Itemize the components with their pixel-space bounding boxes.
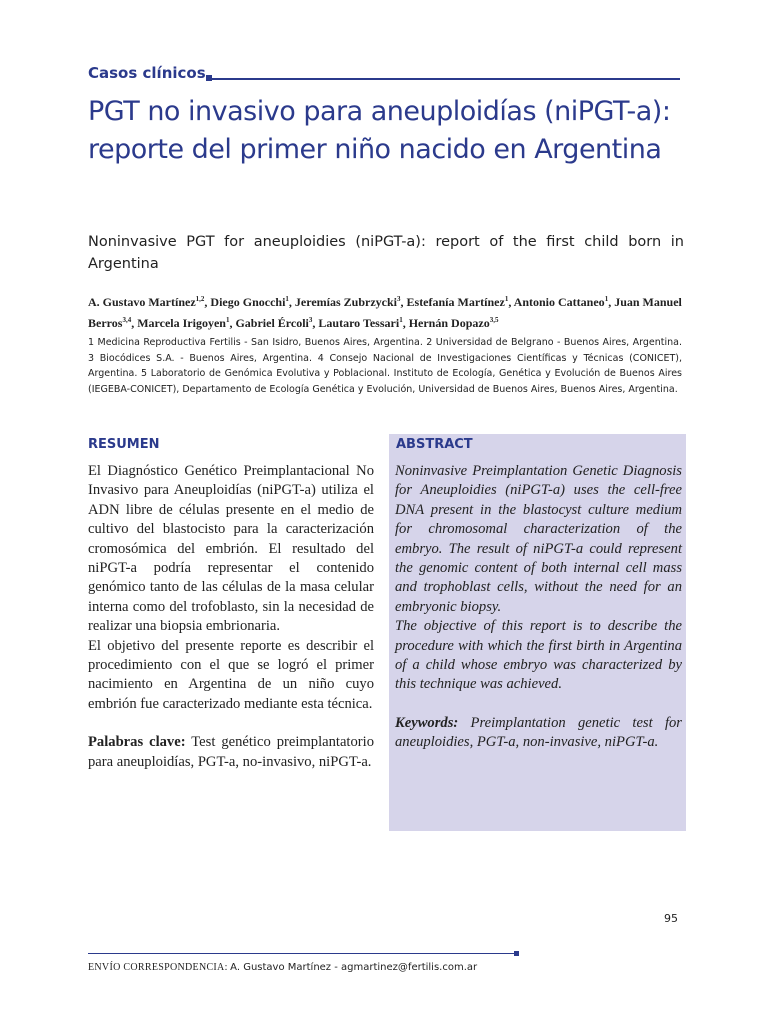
resumen-paragraph: El Diagnóstico Genético Preimplantacional No Invasivo para Aneuploidías (niPGT-a) utiliza el ADN libre de células presente en el medio de cultivo del blastocisto para la caracterización cromosómica del embrión. El resultado del niPGT-a podría representar el contenido genómico tanto de las células de la masa celular interna como del trofoblasto, sin la necesidad de realizar una biopsia embrionaria. <box>88 463 374 635</box>
resumen-paragraph: El objetivo del presente reporte es describir el procedimiento con el que se logró el primer nacimiento en Argentina de un niño cuyo embrión fue caracterizado mediante esta técnica. <box>88 637 374 712</box>
affiliations: 1 Medicina Reproductiva Fertilis - San Isidro, Buenos Aires, Argentina. 2 Universidad de Belgrano - Buenos Aires, Argentina. 3 Biocódices S.A. - Buenos Aires, Argentina. 4 Consejo Nacional de Investigaciones Científicas y Técnicas (CONICET), Argentina. 5 Laboratorio de Genómica Evolutiva y Poblacional. Instituto de Ecología, Genética y Evolución de Buenos Aires (IEGEBA-CONICET), Departamento de Ecología Genética y Evolución, Universidad de Buenos Aires, Buenos Aires, Argentina. <box>88 337 682 395</box>
author: Estefanía Martínez$^1$, <box>406 295 514 309</box>
section-rule <box>210 78 680 80</box>
author: Lautaro Tessari$^1$, <box>318 316 409 330</box>
abstract-paragraph: The objective of this report is to describe the procedure with which the first birth in Argentina of a child whose embryo was characterized by this technique was achieved. <box>395 618 682 693</box>
footer-rule <box>88 953 516 954</box>
keywords-text: Preimplantation genetic test for aneuploidies, PGT-a, non-invasive, niPGT-a. <box>395 714 682 751</box>
correspondence-label: ENVÍO CORRESPONDENCIA: <box>88 962 228 973</box>
abstract-keywords <box>395 714 682 753</box>
resumen-heading: RESUMEN <box>88 437 160 452</box>
keywords-text: Test genético preimplantatorio para aneuploidías, PGT-a, no-invasivo, niPGT-a. <box>88 734 374 770</box>
resumen-body <box>88 462 374 772</box>
article-title <box>88 93 698 169</box>
author: Hernán Dopazo$^{3,5}$ <box>408 316 499 330</box>
correspondence-footer <box>88 962 477 973</box>
author: Antonio Cattaneo$^1$, <box>513 295 615 309</box>
author: Gabriel Ércoli$^3$, <box>235 316 319 330</box>
author: A. Gustavo Martínez$^{1,2}$, <box>88 295 211 309</box>
author-list <box>88 290 688 332</box>
section-label: Casos clínicos <box>88 64 206 82</box>
resumen-keywords <box>88 733 374 772</box>
english-subtitle: Noninvasive PGT for aneuploidies (niPGT-a): report of the first child born in Argentina <box>88 234 684 272</box>
keywords-label: Palabras clave: <box>88 734 186 751</box>
author: Marcela Irigoyen$^1$, <box>137 316 236 330</box>
abstract-paragraph: Noninvasive Preimplantation Genetic Diagnosis for Aneuploidies (niPGT-a) uses the cell-free DNA present in the blastocyst culture medium for chromosomal characterization of the embryo. The result of niPGT-a could represent the genomic content of both internal cell mass and trophoblast cells, without the need for an embryonic biopsy. <box>395 463 682 615</box>
title-line-1: PGT no invasivo para aneuploidías (niPGT-a): <box>88 96 671 127</box>
correspondence-contact: A. Gustavo Martínez - agmartinez@fertilis.com.ar <box>230 962 478 973</box>
keywords-label: Keywords: <box>395 714 459 731</box>
abstract-heading: ABSTRACT <box>396 437 473 452</box>
abstract-body <box>395 462 682 753</box>
title-line-2: reporte del primer niño nacido en Argentina <box>88 134 662 165</box>
author: Jeremías Zubrzycki$^3$, <box>294 295 407 309</box>
author: Juan Manuel Berros$^{3,4}$, <box>88 295 682 330</box>
author: Diego Gnocchi$^1$, <box>210 295 295 309</box>
page-number: 95 <box>664 912 678 925</box>
